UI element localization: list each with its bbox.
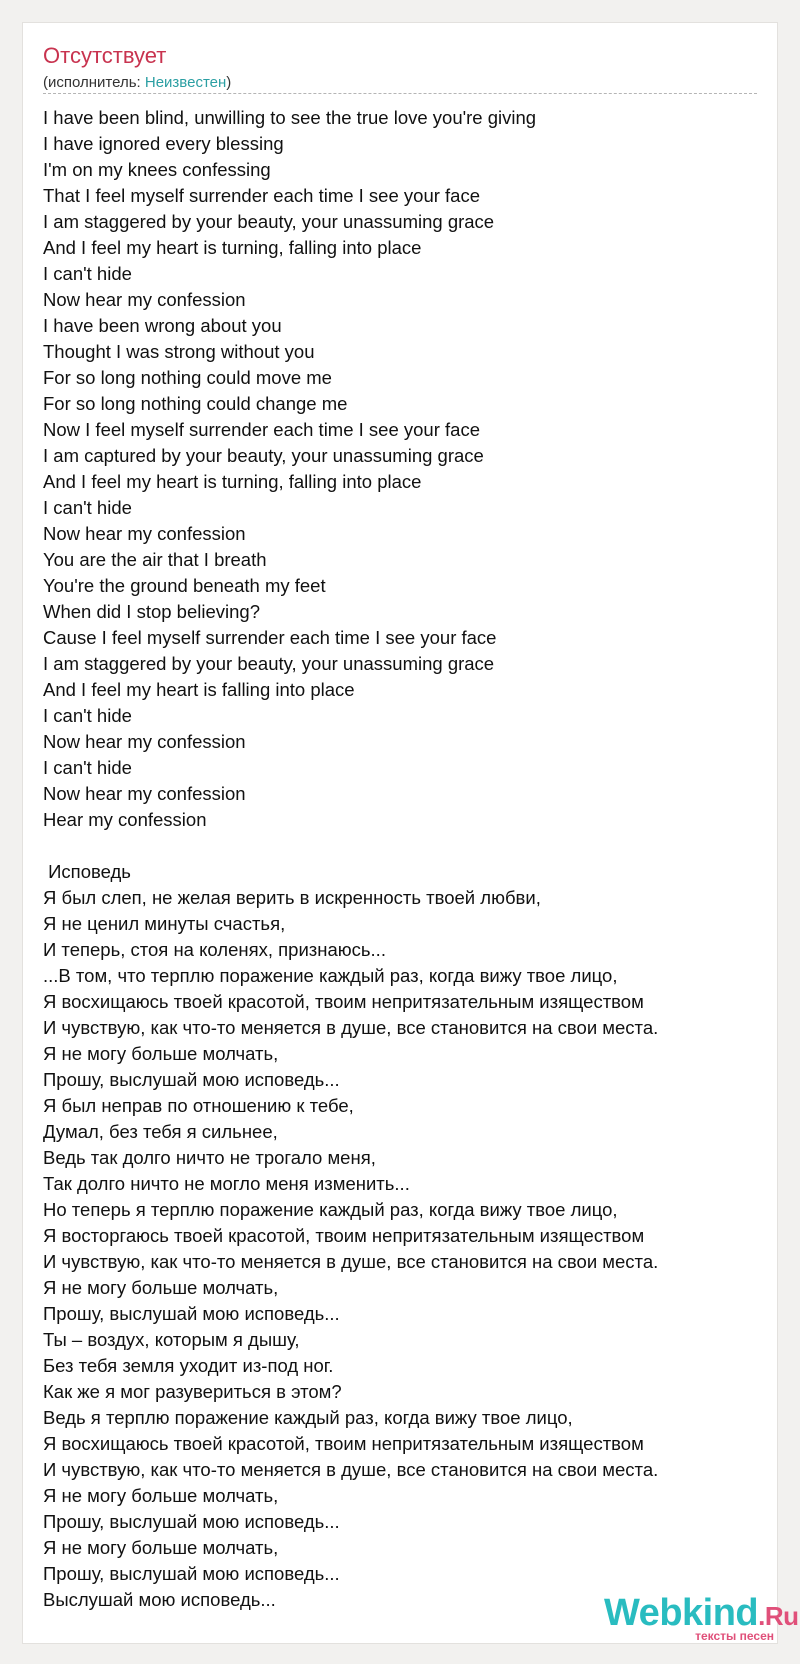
lyric-line: Hear my confession bbox=[43, 809, 207, 830]
lyric-line: I have been wrong about you bbox=[43, 315, 282, 336]
lyric-line: Now hear my confession bbox=[43, 523, 246, 544]
lyric-line: Thought I was strong without you bbox=[43, 341, 315, 362]
lyric-line: I'm on my knees confessing bbox=[43, 159, 271, 180]
lyric-line: Я не могу больше молчать, bbox=[43, 1277, 279, 1298]
lyric-line: Я восторгаюсь твоей красотой, твоим непритязательным изяществом bbox=[43, 1225, 645, 1246]
lyric-line: I can't hide bbox=[43, 705, 132, 726]
lyric-line: Прошу, выслушай мою исповедь... bbox=[43, 1069, 340, 1090]
lyric-line: I can't hide bbox=[43, 757, 132, 778]
lyric-line: Ведь я терплю поражение каждый раз, когда вижу твое лицо, bbox=[43, 1407, 573, 1428]
lyric-line: Но теперь я терплю поражение каждый раз, когда вижу твое лицо, bbox=[43, 1199, 618, 1220]
lyric-line: Я не могу больше молчать, bbox=[43, 1537, 279, 1558]
lyric-line: Cause I feel myself surrender each time I see your face bbox=[43, 627, 497, 648]
artist-suffix: ) bbox=[226, 74, 232, 91]
site-logo-tld: .Ru bbox=[758, 1601, 799, 1631]
lyric-line: Я не ценил минуты счастья, bbox=[43, 913, 286, 934]
song-title: Отсутствует bbox=[43, 43, 167, 68]
lyric-line: Как же я мог разувериться в этом? bbox=[43, 1381, 342, 1402]
lyric-line: Ты – воздух, которым я дышу, bbox=[43, 1329, 300, 1350]
lyric-line: И теперь, стоя на коленях, признаюсь... bbox=[43, 939, 386, 960]
lyric-line: Выслушай мою исповедь... bbox=[43, 1589, 276, 1610]
lyric-line: I am staggered by your beauty, your unassuming grace bbox=[43, 653, 495, 674]
lyric-line: Я восхищаюсь твоей красотой, твоим непритязательным изяществом bbox=[43, 991, 644, 1012]
artist-line bbox=[43, 74, 231, 91]
lyric-line: Я не могу больше молчать, bbox=[43, 1043, 279, 1064]
lyric-line: Now I feel myself surrender each time I see your face bbox=[43, 419, 480, 440]
lyric-line: And I feel my heart is turning, falling into place bbox=[43, 471, 422, 492]
lyric-line: Думал, без тебя я сильнее, bbox=[43, 1121, 278, 1142]
lyric-line: I can't hide bbox=[43, 497, 132, 518]
artist-link[interactable]: Неизвестен bbox=[144, 74, 227, 91]
lyric-line: Исповедь bbox=[43, 861, 131, 882]
site-logo-brand: Webkind bbox=[604, 1592, 759, 1634]
lyric-line: When did I stop believing? bbox=[43, 601, 260, 622]
lyric-line: I am captured by your beauty, your unassuming grace bbox=[43, 445, 484, 466]
lyric-line: И чувствую, как что-то меняется в душе, все становится на свои места. bbox=[43, 1251, 659, 1272]
lyric-line: You are the air that I breath bbox=[43, 549, 267, 570]
lyric-line: Now hear my confession bbox=[43, 731, 246, 752]
lyric-line: Прошу, выслушай мою исповедь... bbox=[43, 1511, 340, 1532]
lyric-line: Now hear my confession bbox=[43, 289, 246, 310]
lyric-line: For so long nothing could change me bbox=[43, 393, 348, 414]
lyric-line: And I feel my heart is turning, falling into place bbox=[43, 237, 422, 258]
lyric-line: Я был слеп, не желая верить в искренность твоей любви, bbox=[43, 887, 541, 908]
lyric-line: You're the ground beneath my feet bbox=[43, 575, 326, 596]
lyric-line: И чувствую, как что-то меняется в душе, все становится на свои места. bbox=[43, 1017, 659, 1038]
site-logo-tagline: тексты песен bbox=[695, 1629, 774, 1643]
lyric-line: Прошу, выслушай мою исповедь... bbox=[43, 1563, 340, 1584]
lyric-line: That I feel myself surrender each time I see your face bbox=[43, 185, 480, 206]
lyric-line: Я не могу больше молчать, bbox=[43, 1485, 279, 1506]
lyric-line: Я восхищаюсь твоей красотой, твоим непритязательным изяществом bbox=[43, 1433, 644, 1454]
lyric-line: Я был неправ по отношению к тебе, bbox=[43, 1095, 354, 1116]
lyrics-card bbox=[22, 22, 778, 1644]
divider bbox=[43, 93, 757, 94]
lyric-line: I can't hide bbox=[43, 263, 132, 284]
stanza-gap bbox=[43, 833, 759, 859]
lyric-line: Ведь так долго ничто не трогало меня, bbox=[43, 1147, 376, 1168]
lyric-line: Прошу, выслушай мою исповедь... bbox=[43, 1303, 340, 1324]
site-logo[interactable] bbox=[604, 1592, 799, 1643]
lyric-line: Без тебя земля уходит из-под ног. bbox=[43, 1355, 334, 1376]
lyric-line: Так долго ничто не могло меня изменить... bbox=[43, 1173, 410, 1194]
lyrics-text bbox=[43, 105, 759, 1613]
lyric-line: ...В том, что терплю поражение каждый раз, когда вижу твое лицо, bbox=[43, 965, 618, 986]
lyric-line: I have ignored every blessing bbox=[43, 133, 284, 154]
lyric-line: I am staggered by your beauty, your unassuming grace bbox=[43, 211, 495, 232]
lyric-line: I have been blind, unwilling to see the true love you're giving bbox=[43, 107, 537, 128]
lyric-line: Now hear my confession bbox=[43, 783, 246, 804]
lyric-line: И чувствую, как что-то меняется в душе, все становится на свои места. bbox=[43, 1459, 659, 1480]
artist-prefix: (исполнитель: bbox=[43, 74, 145, 91]
lyric-line: And I feel my heart is falling into place bbox=[43, 679, 355, 700]
lyric-line: For so long nothing could move me bbox=[43, 367, 332, 388]
